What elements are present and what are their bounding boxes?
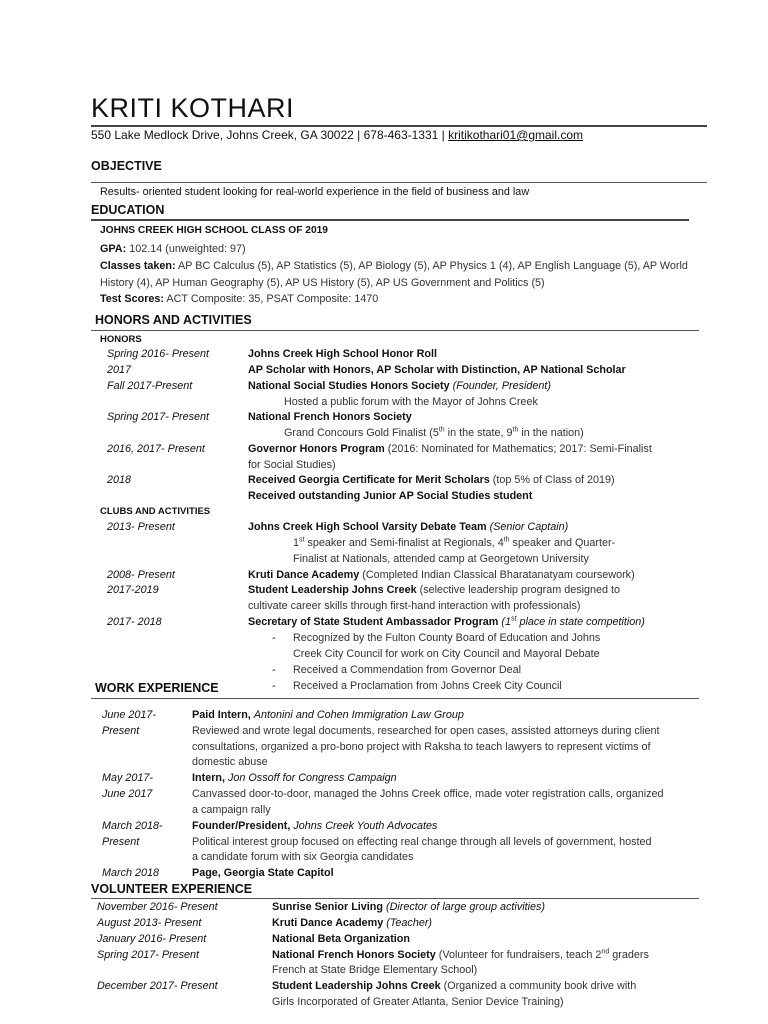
scores-value: ACT Composite: 35, PSAT Composite: 1470 [164,293,379,305]
honor-date: Spring 2016- Present [107,348,210,360]
work-heading: WORK EXPERIENCE [95,681,219,695]
bullet-dash: - [272,664,276,676]
club-note: (selective leadership program designed to [416,584,621,596]
detail-sup: th [512,426,519,434]
education-rule [91,219,689,221]
classes-value-1: AP BC Calculus (5), AP Statistics (5), AP Biology (5), AP Physics 1 (4), AP English Language (5), AP World [175,260,688,272]
volunteer-date: Spring 2017- Present [97,949,200,961]
honor-title: Governor Honors Program [248,443,385,455]
gpa-value: 102.14 (unweighted: 97) [126,243,246,255]
clubs-subheading: CLUBS AND ACTIVITIES [100,506,211,517]
note-sup: nd [601,948,610,956]
volunteer-rule [91,898,699,899]
volunteer-title: National French Honors Society [272,949,436,961]
work-org: Jon Ossoff for Congress Campaign [228,772,397,784]
honor-date: 2016, 2017- Present [107,443,205,455]
classes-line-2: History (4), AP Human Geography (5), AP US History (5), AP US Government and Politics (5) [100,277,545,289]
work-org: Johns Creek Youth Advocates [293,820,438,832]
volunteer-title: Student Leadership Johns Creek [272,980,441,992]
volunteer-note-continued: French at State Bridge Elementary School) [272,964,478,976]
club-note-continued: cultivate career skills through first-hand interaction with professionals) [248,600,581,612]
work-role: Paid Intern, [192,709,254,721]
work-desc: Political interest group focused on effecting real change through all levels of government, hosted [192,836,652,848]
work-role: Intern, [192,772,228,784]
club-entry [248,521,568,533]
work-title [192,820,437,832]
work-date: Present [102,836,140,848]
club-title: Kruti Dance Academy [248,569,360,581]
work-date: March 2018- [102,820,163,832]
honor-entry [248,380,551,392]
scores-label: Test Scores: [100,293,165,305]
honor-date: 2017 [107,364,132,376]
club-entry [248,584,620,596]
honors-subheading: HONORS [100,334,142,345]
honor-detail [284,427,584,439]
club-date: 2008- Present [107,569,175,581]
club-title: Student Leadership Johns Creek [248,584,417,596]
work-rule [91,698,699,699]
email-link[interactable]: kritikothari01@gmail.com [448,128,584,142]
honor-entry [248,443,652,455]
contact-address: 550 Lake Medlock Drive, Johns Creek, GA 30022 | 678-463-1331 | [91,128,449,142]
gpa-line [100,243,246,255]
club-bullet: Received a Commendation from Governor Deal [293,664,522,676]
bullet-dash: - [272,632,276,644]
note-text: (Volunteer for fundraisers, teach 2 [435,949,602,961]
work-role: Page, Georgia State Capitol [192,867,334,879]
note-sup: st [511,615,517,623]
name-rule [91,125,707,127]
work-org: Antonini and Cohen Immigration Law Group [253,709,464,721]
volunteer-entry [272,980,636,992]
classes-line-1 [100,260,688,272]
volunteer-note: (Organized a community book drive with [440,980,637,992]
club-bullet: Creek City Council for work on City Council and Mayoral Debate [293,648,600,660]
volunteer-date: December 2017- Present [97,980,218,992]
volunteer-title: Sunrise Senior Living [272,901,383,913]
volunteer-note: (Director of large group activities) [383,901,546,913]
detail-text: speaker and Semi-finalist at Regionals, 4 [304,537,504,549]
honor-entry [248,474,615,486]
honor-date: Spring 2017- Present [107,411,210,423]
work-date: June 2017- [102,709,157,721]
honor-date: Fall 2017-Present [107,380,193,392]
work-desc: consultations, organized a pro-bono project with Raksha to teach lawyers to represent victims of [192,741,651,753]
school-name: JOHNS CREEK HIGH SCHOOL CLASS OF 2019 [100,225,328,236]
volunteer-note-continued: Girls Incorporated of Greater Atlanta, Senior Device Training) [272,996,564,1008]
detail-text: in the nation) [518,427,584,439]
club-title: Johns Creek High School Varsity Debate Team [248,521,487,533]
club-title: Secretary of State Student Ambassador Program [248,616,499,628]
work-desc: a candidate forum with six Georgia candidates [192,851,414,863]
club-note: (Senior Captain) [486,521,569,533]
test-scores-line [100,293,378,305]
volunteer-date: November 2016- Present [97,901,218,913]
club-note: (Completed Indian Classical Bharatanatyam coursework) [359,569,635,581]
objective-text: Results- oriented student looking for real-world experience in the field of business and law [100,186,530,198]
detail-text: 1 [293,537,300,549]
objective-rule [91,182,707,183]
detail-text: speaker and Quarter- [509,537,616,549]
honors-rule [91,330,699,331]
club-note [498,616,645,628]
work-desc: Canvassed door-to-door, managed the Johns Creek office, made voter registration calls, organized [192,788,664,800]
work-title [192,709,464,721]
honor-title: Received Georgia Certificate for Merit Scholars [248,474,490,486]
club-date: 2013- Present [107,521,175,533]
honor-date: 2018 [107,474,132,486]
volunteer-note: (Teacher) [383,917,433,929]
club-bullet: Recognized by the Fulton County Board of Education and Johns [293,632,601,644]
classes-label: Classes taken: [100,260,176,272]
volunteer-entry [272,917,432,929]
volunteer-entry [272,949,649,961]
objective-heading: OBJECTIVE [91,159,162,173]
detail-sup: th [503,536,510,544]
honor-title: Johns Creek High School Honor Roll [248,348,437,360]
honor-note: (2016: Nominated for Mathematics; 2017: Semi-Finalist [384,443,652,455]
candidate-name: KRITI KOTHARI [91,93,295,123]
volunteer-entry [272,901,545,913]
bullet-dash: - [272,680,276,692]
detail-text: Grand Concours Gold Finalist (5 [284,427,439,439]
work-date: May 2017- [102,772,154,784]
honor-detail: Hosted a public forum with the Mayor of Johns Creek [284,396,538,408]
note-text: place in state competition) [516,616,645,628]
club-detail [293,537,615,549]
volunteer-note [436,949,649,961]
club-bullet: Received a Proclamation from Johns Creek City Council [293,680,562,692]
work-date: June 2017 [102,788,153,800]
volunteer-title: Kruti Dance Academy [272,917,384,929]
honor-note-continued: for Social Studies) [248,459,336,471]
volunteer-title: National Beta Organization [272,933,410,945]
education-heading: EDUCATION [91,203,165,217]
work-desc: Reviewed and wrote legal documents, researched for open cases, assisted attorneys during client [192,725,660,737]
club-entry [248,569,635,581]
club-date: 2017- 2018 [107,616,162,628]
note-text: (1 [498,616,512,628]
club-entry [248,616,645,628]
volunteer-date: August 2013- Present [97,917,202,929]
work-desc: domestic abuse [192,756,268,768]
honor-note: (top 5% of Class of 2019) [489,474,615,486]
honor-title: Received outstanding Junior AP Social Studies student [248,490,533,502]
work-title [192,772,397,784]
club-detail: Finalist at Nationals, attended camp at Georgetown University [293,553,589,565]
honor-title: National Social Studies Honors Society [248,380,450,392]
honor-title: National French Honors Society [248,411,412,423]
detail-sup: st [299,536,305,544]
work-date: Present [102,725,140,737]
contact-line [91,128,583,142]
work-role: Founder/President, [192,820,294,832]
volunteer-heading: VOLUNTEER EXPERIENCE [91,882,253,896]
honor-title: AP Scholar with Honors, AP Scholar with Distinction, AP National Scholar [248,364,626,376]
note-text: graders [609,949,649,961]
work-desc: a campaign rally [192,804,271,816]
honors-activities-heading: HONORS AND ACTIVITIES [95,313,252,327]
gpa-label: GPA: [100,243,127,255]
volunteer-date: January 2016- Present [97,933,207,945]
detail-text: in the state, 9 [444,427,513,439]
club-date: 2017-2019 [107,584,159,596]
detail-sup: th [438,426,445,434]
honor-note: (Founder, President) [452,380,552,392]
work-date: March 2018 [102,867,160,879]
